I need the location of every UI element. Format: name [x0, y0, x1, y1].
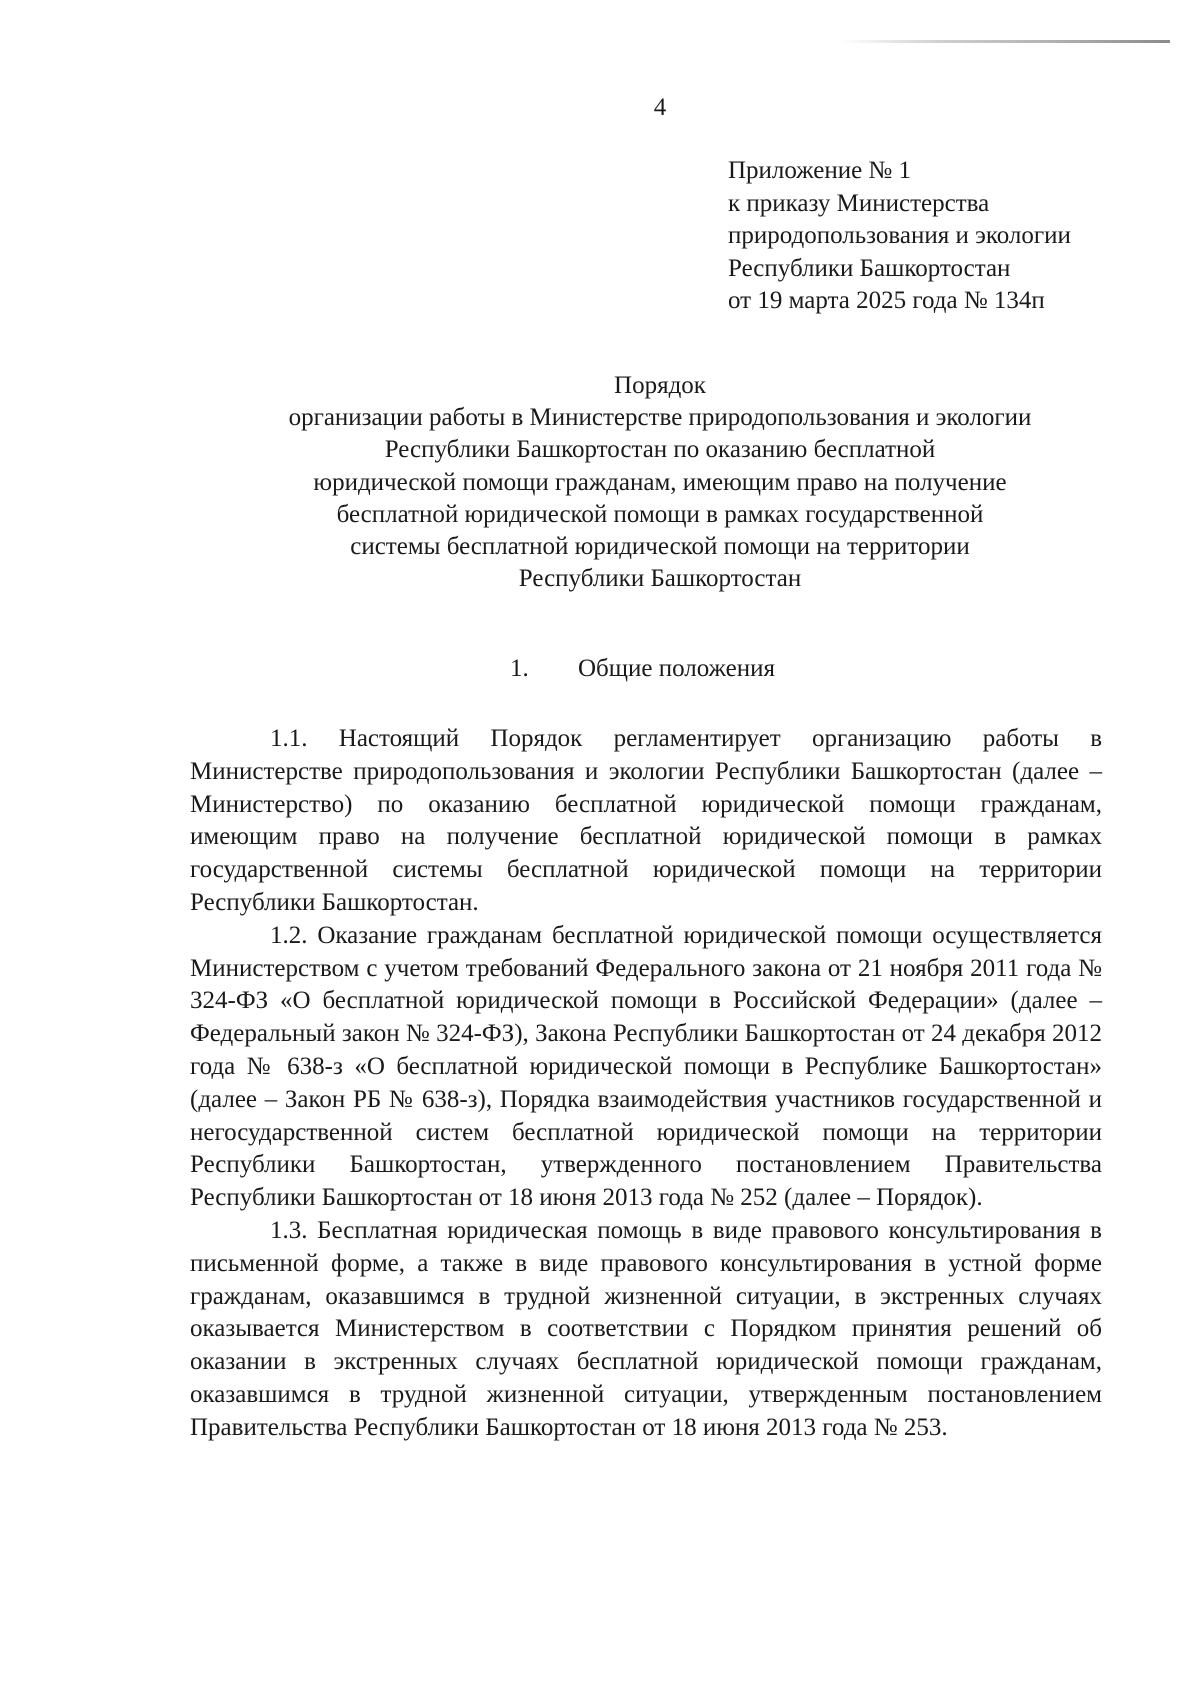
- paragraph-1-3: 1.3. Бесплатная юридическая помощь в виде правового консультирования в письменной форме, а также в виде правового консультирования в устной форме гражданам, оказавшимся в трудной жизненной ситуации, в экстренных случаях оказывается Министерством в соответствии с Порядком принятия решений об оказании в экстренных случаях бесплатной юридической помощи гражданам, оказавшимся в трудной жизненной ситуации, утвержденным постановлением Правительства Республики Башкортостан от 18 июня 2013 года № 253.: [190, 1216, 1102, 1441]
- body-text: [190, 723, 1102, 1445]
- appendix-line: от 19 марта 2025 года № 134п: [728, 287, 1045, 314]
- appendix-line: к приказу Министерства: [728, 189, 990, 217]
- title-line: организации работы в Министерстве природопользования и экологии: [288, 404, 1032, 432]
- appendix-line: Приложение № 1: [728, 157, 912, 184]
- paragraph-1-2: 1.2. Оказание гражданам бесплатной юридической помощи осуществляется Министерством с учетом требований Федерального закона от 21 ноября 2011 года № 324-ФЗ «О бесплатной юридической помощи в Российской Федерации» (далее – Федеральный закон № 324-ФЗ), Закона Республики Башкортостан от 24 декабря 2012 года № 638-з «О бесплатной юридической помощи в Республике Башкортостан» (далее – Закон РБ № 638-з), Порядка взаимодействия участников государственной и негосударственной систем бесплатной юридической помощи на территории Республики Башкортостан, утвержденного постановлением Правительства Республики Башкортостан от 18 июня 2013 года № 252 (далее – Порядок).: [190, 921, 1102, 1212]
- page-number: 4: [653, 94, 667, 121]
- title-line: системы бесплатной юридической помощи на территории: [350, 533, 970, 561]
- appendix-block: [728, 155, 1071, 318]
- title-line: юридической помощи гражданам, имеющим право на получение: [313, 468, 1007, 496]
- appendix-line: Республики Башкортостан: [728, 254, 1011, 282]
- title-line: Республики Башкортостан по оказанию бесплатной: [384, 436, 936, 464]
- scan-edge-artifact: [840, 40, 1170, 43]
- paragraph-1-1: 1.1. Настоящий Порядок регламентирует организацию работы в Министерстве природопользования и экологии Республики Башкортостан (далее – Министерство) по оказанию бесплатной юридической помощи гражданам, имеющим право на получение бесплатной юридической помощи в рамках государственной системы бесплатной юридической помощи на территории Республики Башкортостан.: [190, 725, 1102, 916]
- document-title: [190, 370, 1130, 595]
- section-number: 1.: [510, 655, 529, 682]
- section-title: Общие положения: [578, 655, 775, 682]
- appendix-line: природопользования и экологии: [728, 222, 1071, 249]
- title-line: Порядок: [614, 372, 706, 399]
- title-line: бесплатной юридической помощи в рамках государственной: [336, 500, 984, 528]
- title-line: Республики Башкортостан: [518, 565, 802, 593]
